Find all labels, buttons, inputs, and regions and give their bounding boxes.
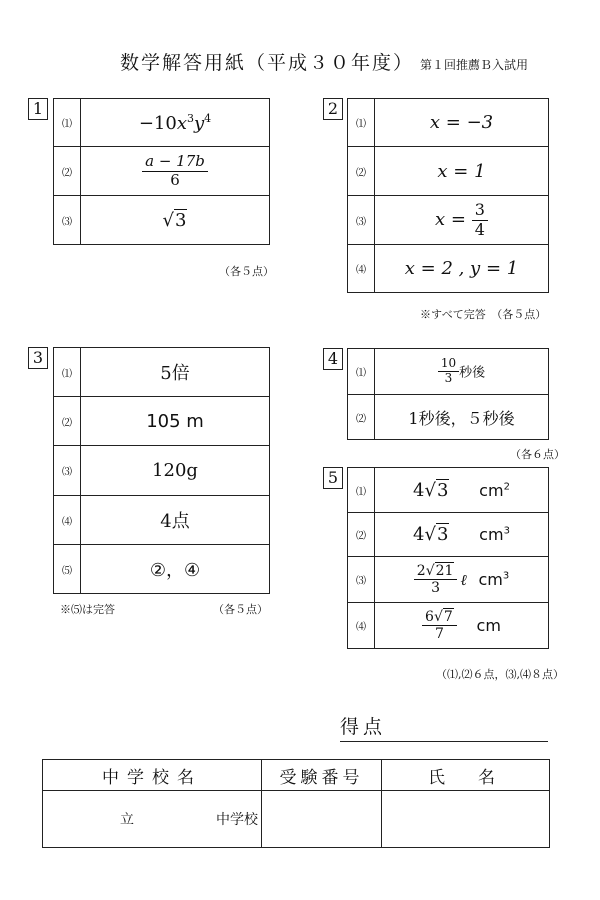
q5-a4-unit: cm — [476, 615, 501, 635]
q1-answer-3 — [81, 196, 270, 245]
q5-a3-ell: ℓ — [460, 570, 467, 589]
school-name-header: 中学校名 — [43, 760, 262, 791]
question-4-table — [347, 348, 549, 440]
q2-a3-numerator: 3 — [472, 201, 488, 220]
q4-a1-denominator: 3 — [444, 371, 453, 385]
q1-a1-y: y — [193, 112, 205, 134]
q3-answer-3: 120g — [81, 446, 270, 496]
title-text: 数学解答用紙（平成３０年度） — [120, 52, 415, 74]
question-3-number: 3 — [28, 347, 48, 369]
q2-points-note: ※すべて完答 （各５点） — [420, 308, 547, 321]
exam-type: 第１回推薦Ｂ入試用 — [420, 58, 529, 72]
q2-label-4: ⑷ — [348, 245, 375, 293]
q3-label-5: ⑸ — [54, 545, 81, 594]
q1-label-3: ⑶ — [54, 196, 81, 245]
student-name-field[interactable] — [382, 791, 550, 848]
q5-label-1: ⑴ — [348, 468, 375, 513]
q5-a3-radicand: 21 — [435, 562, 454, 579]
q4-label-1: ⑴ — [348, 349, 375, 395]
q5-a4-coef: 6 — [425, 608, 434, 625]
q5-answer-4: $\frac{6√7}{7}$ cm — [375, 603, 549, 649]
score-label: 得点 — [340, 716, 387, 738]
q3-label-4: ⑷ — [54, 496, 81, 545]
q4-answer-2: 1秒後，５秒後 — [375, 395, 549, 440]
q1-label-2: ⑵ — [54, 147, 81, 196]
page-title — [120, 48, 528, 75]
q2-answer-2: x = 1 — [375, 147, 549, 196]
q4-a1-suffix: 秒後 — [459, 365, 486, 381]
q5-a3-exp: 3 — [502, 570, 510, 582]
q5-a2-exp: 3 — [503, 525, 510, 537]
question-5-number: 5 — [323, 467, 343, 489]
q5-a1-exp: 2 — [503, 481, 510, 493]
q5-a3-coef: 2 — [416, 562, 426, 579]
q2-a3-denominator: 4 — [474, 219, 485, 239]
q5-a1-coef: 4 — [413, 479, 425, 501]
question-2-number: 2 — [323, 98, 343, 120]
q5-a4-radicand: 7 — [443, 608, 453, 625]
q2-label-3: ⑶ — [348, 196, 375, 245]
q5-answer-2: 4√3 $cm^3$ — [375, 513, 549, 557]
q1-answer-2 — [81, 147, 270, 196]
q5-a2-unit: cm — [479, 525, 504, 544]
exam-number-field[interactable] — [262, 791, 382, 848]
q1-a2-numerator: a − 17b — [142, 153, 208, 171]
school-name-field[interactable] — [43, 791, 262, 848]
q2-a3-lhs: x = — [435, 209, 467, 230]
student-name-header: 氏 名 — [382, 760, 550, 791]
q2-label-2: ⑵ — [348, 147, 375, 196]
q3-label-3: ⑶ — [54, 446, 81, 496]
q3-answer-5: ②，④ — [81, 545, 270, 594]
q2-answer-4: x = 2 , y = 1 — [375, 245, 549, 293]
q3-answer-4: 4点 — [81, 496, 270, 545]
q1-a1-yexp: 4 — [204, 111, 212, 125]
q1-a1-x: x — [176, 112, 187, 134]
examinee-info-table — [42, 759, 550, 848]
q2-answer-3 — [375, 196, 549, 245]
q5-label-3: ⑶ — [348, 557, 375, 603]
q1-a1-coef: −10 — [138, 112, 177, 134]
q3-points-note: （各５点） — [213, 603, 268, 616]
q2-answer-1: x = −3 — [375, 99, 549, 147]
question-3-table — [53, 347, 270, 594]
school-suffix: 中学校 — [216, 812, 258, 828]
question-2-table — [347, 98, 549, 293]
q1-a2-denominator: 6 — [170, 170, 180, 189]
q4-points-note: （各６点） — [510, 448, 565, 461]
q5-a3-unit: cm — [478, 569, 503, 589]
q1-a3-radicand: 3 — [175, 209, 187, 231]
q3-completion-note: ※⑸は完答 — [60, 603, 115, 616]
q5-a1-unit: cm — [479, 480, 504, 500]
q5-a3-denominator: 3 — [431, 580, 441, 596]
school-prefix: 立 — [120, 812, 134, 828]
q5-a1-radicand: 3 — [436, 479, 449, 501]
q1-a1-xexp: 3 — [186, 111, 194, 125]
q1-answer-1 — [81, 99, 270, 147]
score-field[interactable] — [340, 712, 548, 742]
q5-a2-radicand: 3 — [436, 524, 449, 545]
q5-a2-coef: 4 — [413, 524, 425, 545]
question-1-table — [53, 98, 270, 245]
question-1-number: 1 — [28, 98, 48, 120]
q4-answer-1 — [375, 349, 549, 395]
q4-a1-numerator: 10 — [438, 357, 459, 372]
q5-answer-1: 4√3 $cm^2$ — [375, 468, 549, 513]
q5-label-4: ⑷ — [348, 603, 375, 649]
q1-label-1: ⑴ — [54, 99, 81, 147]
q3-label-1: ⑴ — [54, 348, 81, 397]
question-4-number: 4 — [323, 348, 343, 370]
q2-label-1: ⑴ — [348, 99, 375, 147]
question-5-table — [347, 467, 549, 649]
q4-label-2: ⑵ — [348, 395, 375, 440]
q5-label-2: ⑵ — [348, 513, 375, 557]
q1-points-note: （各５点） — [219, 265, 274, 278]
q3-answer-2: 105 m — [81, 397, 270, 446]
q5-answer-3: $\frac{2√21}{3}$ ℓ $cm^3$ — [375, 557, 549, 603]
q1-a3-root: √ — [162, 209, 175, 231]
exam-number-header: 受験番号 — [262, 760, 382, 791]
q3-label-2: ⑵ — [54, 397, 81, 446]
q5-points-note: （⑴,⑵６点，⑶,⑷８点） — [436, 668, 564, 681]
q5-a4-denominator: 7 — [434, 626, 444, 642]
q3-answer-1: 5倍 — [81, 348, 270, 397]
